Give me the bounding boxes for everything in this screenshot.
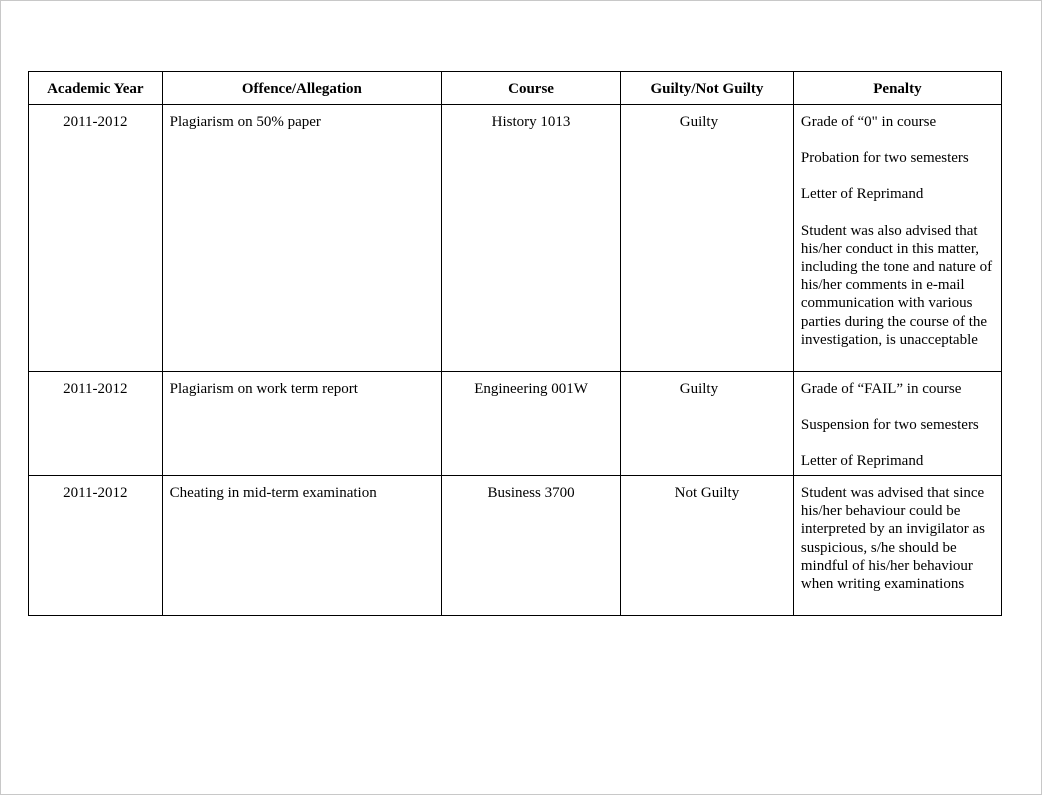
header-offence-allegation: Offence/Allegation: [162, 72, 441, 105]
offence-text: Plagiarism on work term report: [169, 381, 358, 397]
cell-course: [442, 105, 621, 372]
penalty-item: Grade of “FAIL” in course: [800, 381, 962, 397]
cell-guilty: [621, 105, 794, 372]
academic-year-text: 2011-2012: [63, 114, 128, 130]
cell-academic-year: [29, 105, 163, 372]
header-guilty-not-guilty: Guilty/Not Guilty: [621, 72, 794, 105]
header-penalty: Penalty: [793, 72, 1001, 105]
header-course: Course: [442, 72, 621, 105]
header-academic-year: Academic Year: [29, 72, 163, 105]
verdict-text: Guilty: [679, 381, 719, 397]
cell-penalty: [793, 105, 1001, 372]
penalty-list: [794, 372, 1001, 471]
penalty-item: Student was also advised that his/her conduct in this matter, including the tone and nature of his/her comments in e-mail communication with various parties during the course of the investigation, is unacceptable: [800, 222, 993, 348]
cell-penalty: [793, 476, 1001, 616]
academic-year-text: 2011-2012: [63, 381, 128, 397]
penalty-item: Letter of Reprimand: [800, 186, 924, 203]
penalty-list: [794, 476, 1001, 593]
cell-course: [442, 476, 621, 616]
cell-offence: [162, 476, 441, 616]
cell-guilty: [621, 476, 794, 616]
cell-academic-year: [29, 372, 163, 476]
table-row: [29, 476, 1002, 616]
verdict-text: Guilty: [679, 114, 719, 130]
table-header-row: [29, 72, 1002, 105]
cell-offence: [162, 105, 441, 372]
cell-offence: [162, 372, 441, 476]
cell-penalty: [793, 372, 1001, 476]
verdict-text: Not Guilty: [674, 485, 740, 501]
penalty-item: Probation for two semesters: [800, 150, 969, 167]
cell-guilty: [621, 372, 794, 476]
penalty-item: Letter of Reprimand: [800, 453, 924, 470]
academic-offence-table: [28, 71, 1002, 616]
cell-academic-year: [29, 476, 163, 616]
penalty-item: Suspension for two semesters: [800, 417, 979, 434]
offence-text: Plagiarism on 50% paper: [169, 114, 321, 130]
table-row: [29, 105, 1002, 372]
course-text: Business 3700: [487, 485, 575, 501]
penalty-item: Grade of “0" in course: [800, 114, 937, 130]
penalty-item: Student was advised that since his/her behaviour could be interpreted by an invigilator as suspicious, s/he should be mindful of his/her behaviour when writing examinations: [800, 485, 985, 593]
course-text: Engineering 001W: [474, 381, 588, 397]
academic-year-text: 2011-2012: [63, 485, 128, 501]
offence-text: Cheating in mid-term examination: [169, 485, 377, 501]
cell-course: [442, 372, 621, 476]
penalty-list: [794, 105, 1001, 349]
course-text: History 1013: [491, 114, 571, 130]
table-row: [29, 372, 1002, 476]
